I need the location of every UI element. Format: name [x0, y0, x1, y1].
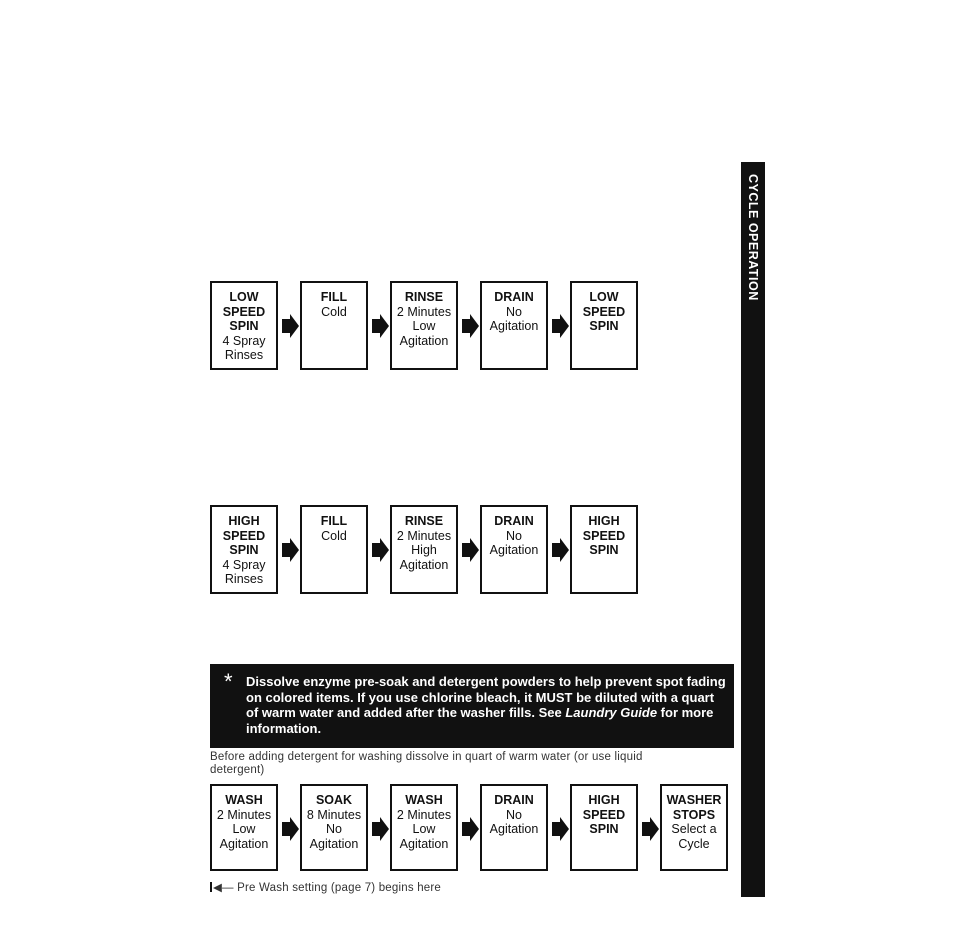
cycle-step-box	[210, 784, 278, 871]
cycle-step-box	[210, 281, 278, 370]
step-detail: No Agitation	[489, 528, 539, 557]
step-title: WASH	[225, 793, 263, 807]
step-detail: 2 Minutes High Agitation	[396, 528, 452, 572]
step-title: DRAIN	[494, 290, 534, 304]
step-title: FILL	[320, 514, 348, 528]
step-title: HIGH SPEED SPIN	[582, 793, 626, 836]
cycle-step-box	[660, 784, 728, 871]
cycle-step-box	[300, 281, 368, 370]
cycle-step-box	[570, 281, 638, 370]
cycle-step-box	[480, 281, 548, 370]
step-title: WASH	[405, 793, 443, 807]
asterisk-icon: *	[224, 669, 233, 694]
warning-note	[210, 664, 734, 748]
step-detail: Select a Cycle	[671, 822, 717, 851]
step-title: HIGH SPEED SPIN	[222, 514, 266, 557]
cycle-step-box	[480, 505, 548, 594]
step-detail: 2 Minutes Low Agitation	[216, 807, 272, 851]
detergent-caption: Before adding detergent for washing dissolve in quart of warm water (or use liquid detergent)	[210, 751, 643, 776]
cycle-step-box	[390, 784, 458, 871]
cycle-step-box	[390, 505, 458, 594]
step-detail: 2 Minutes Low Agitation	[396, 304, 452, 348]
section-tab	[741, 162, 765, 897]
step-detail: Cold	[321, 528, 347, 543]
step-title: WASHER STOPS	[666, 793, 722, 822]
pre-wash-label: Pre Wash setting (page 7) begins here	[237, 882, 442, 894]
step-title: DRAIN	[494, 793, 534, 807]
cycle-step-box	[300, 505, 368, 594]
step-detail: 4 Spray Rinses	[222, 333, 266, 362]
note-text-italic: Laundry Guide	[565, 705, 658, 720]
cycle-step-box	[570, 784, 638, 871]
step-detail: Cold	[321, 304, 347, 319]
step-title: LOW SPEED SPIN	[222, 290, 266, 333]
marker-bar-icon	[210, 882, 212, 892]
pre-wash-note	[210, 880, 441, 894]
cycle-step-box	[390, 281, 458, 370]
step-title: RINSE	[404, 290, 444, 304]
note-text-end: for more information.	[246, 705, 714, 736]
cycle-step-box	[480, 784, 548, 871]
left-arrow-icon: ◀—	[213, 882, 234, 894]
note-text	[246, 674, 726, 736]
step-detail: No Agitation	[489, 304, 539, 333]
cycle-step-box	[210, 505, 278, 594]
step-title: LOW SPEED SPIN	[582, 290, 626, 333]
step-detail: 4 Spray Rinses	[222, 557, 266, 586]
step-detail: No Agitation	[489, 807, 539, 836]
step-title: HIGH SPEED SPIN	[582, 514, 626, 557]
cycle-step-box	[570, 505, 638, 594]
section-tab-label: CYCLE OPERATION	[746, 174, 760, 301]
step-title: FILL	[320, 290, 348, 304]
note-text-main: Dissolve enzyme pre-soak and detergent powders to help prevent spot fading on colored items. If you use chlorine bleach, it MUST be diluted with a quart of warm water and added after the washer fills. See	[246, 674, 726, 720]
cycle-step-box	[300, 784, 368, 871]
step-title: DRAIN	[494, 514, 534, 528]
step-title: SOAK	[315, 793, 353, 807]
step-detail: 8 Minutes No Agitation	[306, 807, 362, 851]
step-detail: 2 Minutes Low Agitation	[396, 807, 452, 851]
step-title: RINSE	[404, 514, 444, 528]
